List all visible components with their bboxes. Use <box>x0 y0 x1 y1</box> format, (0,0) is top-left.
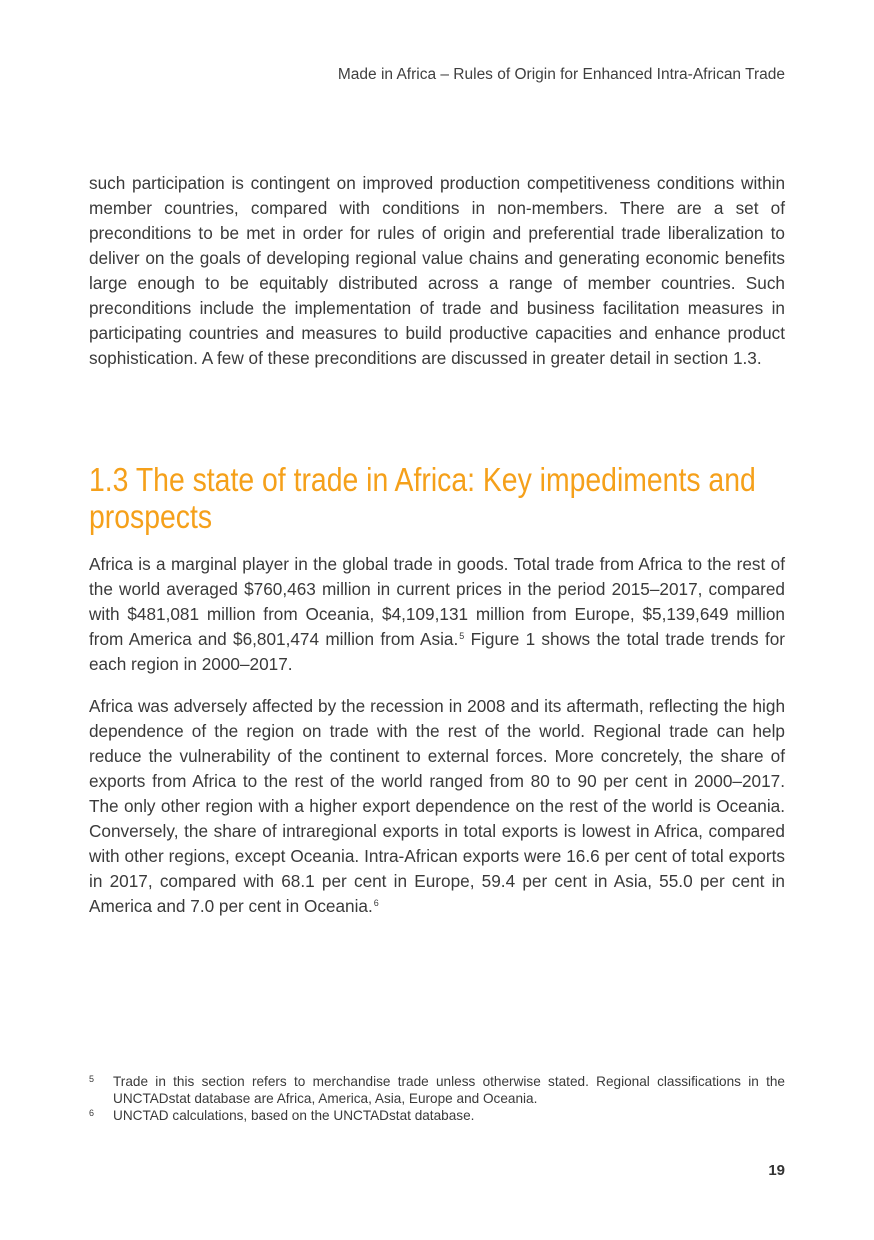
footnote-text: UNCTAD calculations, based on the UNCTADstat database. <box>113 1108 475 1123</box>
trade-paragraph-text-1: Africa is a marginal player in the global trade in goods. Total trade from Africa to the rest of the world averaged $760,463 million in current prices in the period 2015–2017, compared with $481,081 million from Oceania, $4,109,131 million from Europe, $5,139,649 million from America and $6,801,474 million from Asia. <box>89 554 785 649</box>
trade-paragraph <box>89 552 785 677</box>
page-number: 19 <box>768 1162 785 1179</box>
running-header: Made in Africa – Rules of Origin for Enhanced Intra-African Trade <box>337 66 785 83</box>
footnote-item <box>89 1107 785 1124</box>
footnote-ref-6[interactable]: 6 <box>373 898 379 908</box>
footnote-ref-5[interactable]: 5 <box>459 631 465 641</box>
footnote-item <box>89 1073 785 1107</box>
footnote-number: 6 <box>89 1108 95 1118</box>
footnote-text: Trade in this section refers to merchandise trade unless otherwise stated. Regional classifications in the UNCTADstat database are Africa, America, Asia, Europe and Oceania. <box>113 1074 785 1106</box>
footnotes <box>89 1073 785 1124</box>
trade-paragraph-text-2: Figure 1 shows the total trade trends for each region in 2000–2017. <box>89 629 786 674</box>
footnote-number: 5 <box>89 1074 95 1084</box>
recession-paragraph-text: Africa was adversely affected by the recession in 2008 and its aftermath, reflecting the high dependence of the region on trade with the rest of the world. Regional trade can help reduce the vulnerability of the continent to external forces. More concretely, the share of exports from Africa to the rest of the world ranged from 80 to 90 per cent in 2000–2017. The only other region with a higher export dependence on the rest of the world is Oceania. Conversely, the share of intraregional exports in total exports is lowest in Africa, compared with other regions, except Oceania. Intra-African exports were 16.6 per cent of total exports in 2017, compared with 68.1 per cent in Europe, 59.4 per cent in Asia, 55.0 per cent in America and 7.0 per cent in Oceania. <box>89 696 785 916</box>
intro-paragraph: such participation is contingent on improved production competitiveness conditions within member countries, compared with conditions in non-members. There are a set of preconditions to be met in order for rules of origin and preferential trade liberalization to deliver on the goals of developing regional value chains and generating economic benefits large enough to be equitably distributed across a range of member countries. Such preconditions include the implementation of trade and business facilitation measures in participating countries and measures to build productive capacities and enhance product sophistication. A few of these preconditions are discussed in greater detail in section 1.3. <box>89 173 785 368</box>
recession-paragraph <box>89 694 785 919</box>
section-heading: 1.3 The state of trade in Africa: Key impediments and prospects <box>89 461 756 535</box>
